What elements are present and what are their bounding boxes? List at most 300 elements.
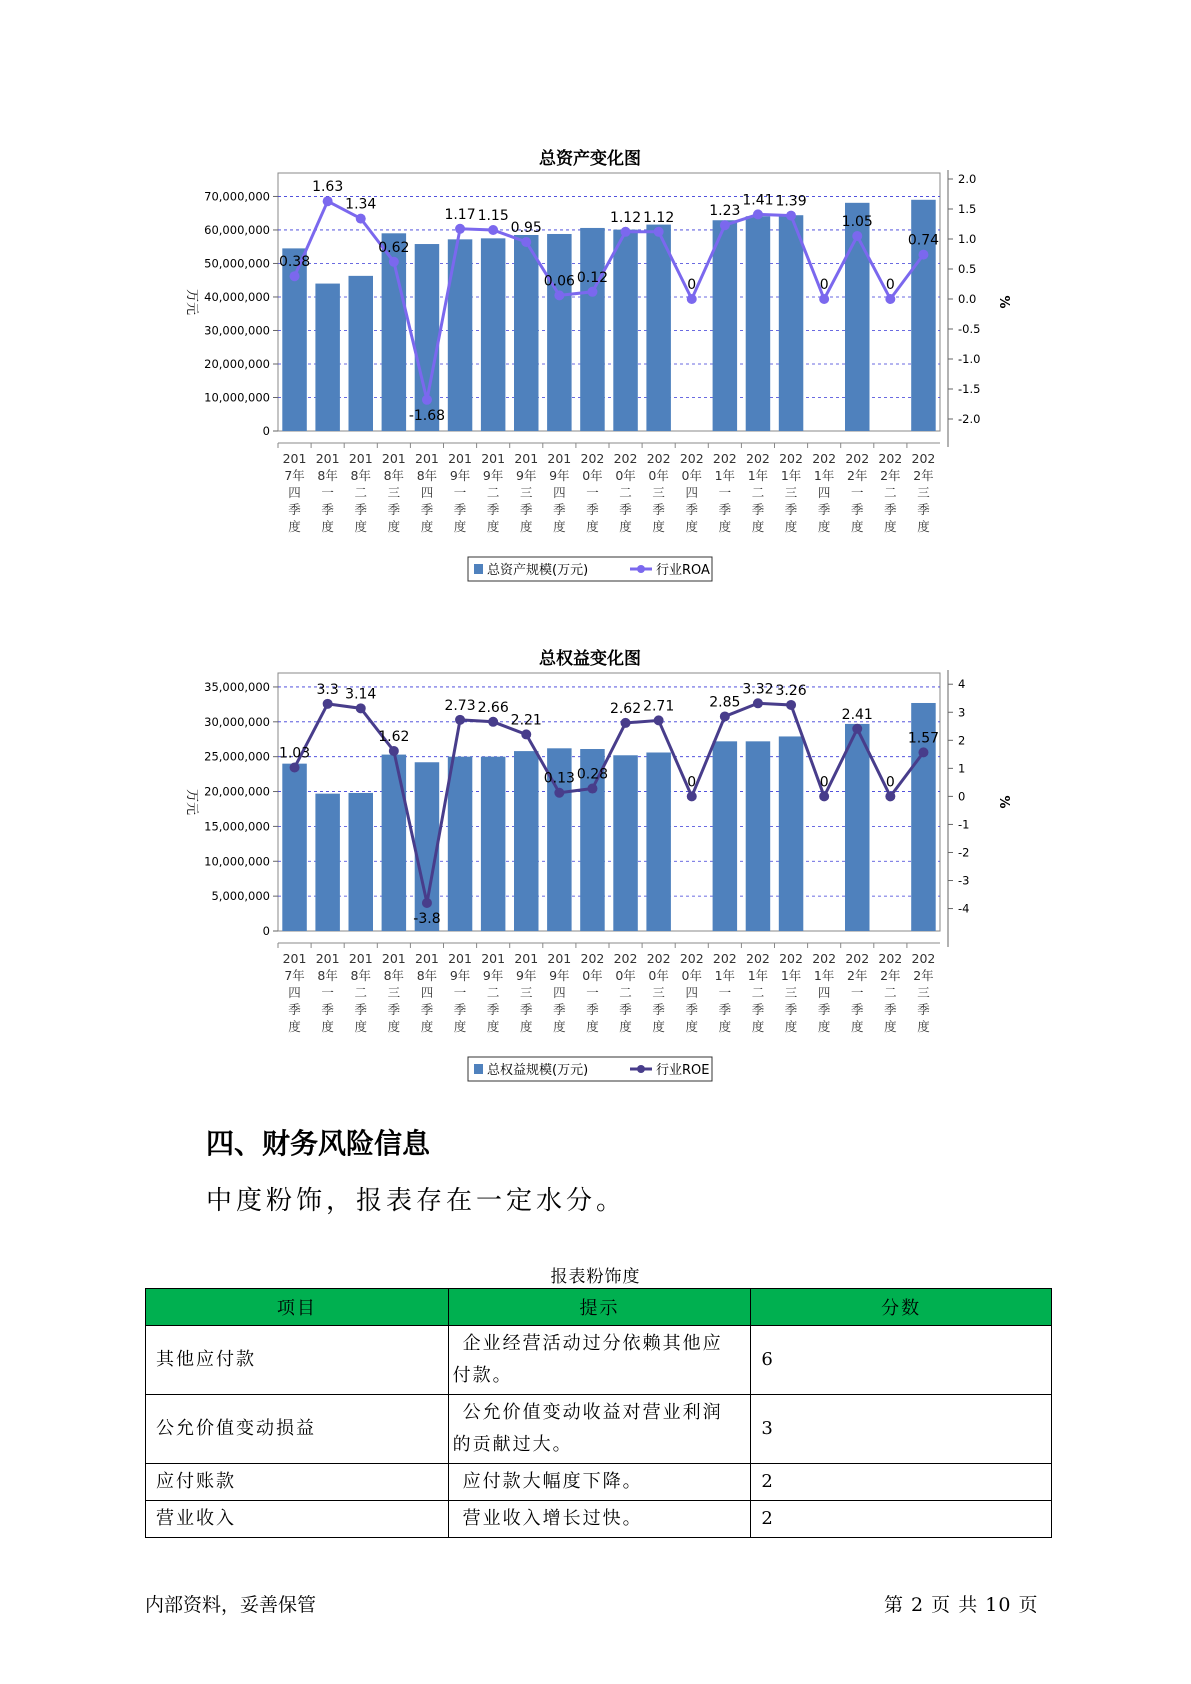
footer-page-number: 第 2 页 共 10 页 <box>884 1594 1039 1616</box>
cell-item: 应付账款 <box>146 1464 449 1501</box>
table-row <box>146 1501 1052 1538</box>
left-axis-label: 万元 <box>184 788 199 816</box>
x-tick-label: 度 <box>321 1019 334 1034</box>
x-tick-label: 度 <box>751 519 765 534</box>
x-tick-label: 三 <box>387 985 401 1000</box>
x-tick-label: 度 <box>387 1019 401 1034</box>
cell-tip: 应付款大幅度下降。 <box>448 1464 751 1501</box>
legend-line-marker <box>637 565 645 573</box>
line-point <box>389 257 399 267</box>
x-tick-label: 度 <box>850 1019 864 1034</box>
legend-bar-swatch <box>474 564 483 574</box>
x-tick-label: 202 <box>746 951 770 966</box>
right-tick-label: 0 <box>958 789 966 804</box>
line-point <box>356 703 366 713</box>
bar <box>713 220 737 431</box>
x-tick-label: 季 <box>321 1002 334 1017</box>
bar <box>779 215 803 431</box>
cell-tip: 企业经营活动过分依赖其他应付款。 <box>448 1326 751 1395</box>
right-tick-label: 3 <box>958 705 966 720</box>
line-point <box>654 227 664 237</box>
line-data-label: 2.62 <box>609 700 642 717</box>
legend-bar-label: 总资产规模(万元) <box>487 563 589 578</box>
legend-line-label: 行业ROE <box>656 1063 710 1078</box>
x-tick-label: 202 <box>613 451 638 466</box>
x-tick-label: 2年 <box>913 968 934 983</box>
equity-chart <box>150 670 1030 1130</box>
legend-bar-label: 总权益规模(万元) <box>487 1063 589 1078</box>
x-tick-label: 201 <box>481 951 506 966</box>
x-tick-label: 202 <box>679 951 704 966</box>
cell-score: 3 <box>751 1395 1052 1464</box>
bar <box>382 755 406 931</box>
x-tick-label: 季 <box>519 502 533 517</box>
left-tick-label: 70,000,000 <box>204 189 270 204</box>
line-point <box>885 791 895 801</box>
x-tick-label: 季 <box>553 1002 566 1017</box>
x-tick-label: 三 <box>917 985 930 1000</box>
right-tick-label: 0.0 <box>958 292 977 306</box>
line-data-label: 0.62 <box>378 239 410 256</box>
x-tick-label: 202 <box>712 451 737 466</box>
bar <box>481 757 505 931</box>
x-tick-label: 201 <box>348 951 373 966</box>
table-row <box>146 1395 1052 1464</box>
x-tick-label: 2年 <box>880 468 901 483</box>
x-tick-label: 一 <box>850 985 864 1000</box>
line-data-label: 2.71 <box>643 698 675 715</box>
line-point <box>422 898 432 908</box>
x-tick-label: 季 <box>519 1002 533 1017</box>
right-tick-label: -2 <box>958 845 970 860</box>
x-tick-label: 8年 <box>317 968 338 983</box>
bar <box>646 225 670 431</box>
x-tick-label: 度 <box>817 1019 831 1034</box>
bar <box>349 793 373 931</box>
bar <box>481 238 505 431</box>
cell-score: 6 <box>751 1326 1052 1395</box>
x-tick-label: 季 <box>652 1002 665 1017</box>
x-tick-label: 9年 <box>549 468 570 483</box>
line-point <box>290 271 300 281</box>
x-tick-label: 三 <box>784 485 798 500</box>
left-tick-label: 10,000,000 <box>204 390 270 405</box>
cell-score: 2 <box>751 1464 1052 1501</box>
x-tick-label: 度 <box>288 1019 301 1034</box>
x-tick-label: 0年 <box>648 968 669 983</box>
bar <box>514 235 538 431</box>
x-tick-label: 季 <box>288 502 301 517</box>
x-tick-label: 0年 <box>648 468 669 483</box>
line-point <box>323 196 333 206</box>
x-tick-label: 二 <box>354 485 368 500</box>
x-tick-label: 季 <box>917 502 930 517</box>
right-tick-label: 0.5 <box>958 262 977 276</box>
x-tick-label: 202 <box>746 451 770 466</box>
line-point <box>687 294 697 304</box>
line-point <box>455 715 465 725</box>
x-tick-label: 0年 <box>615 968 636 983</box>
x-tick-label: 201 <box>348 451 373 466</box>
line-point <box>587 784 597 794</box>
right-axis-label: % <box>996 795 1011 809</box>
x-tick-label: 季 <box>619 502 632 517</box>
line-data-label: 1.05 <box>841 214 873 230</box>
x-tick-label: 度 <box>453 1019 467 1034</box>
x-tick-label: 一 <box>586 985 599 1000</box>
x-tick-label: 度 <box>917 1019 930 1034</box>
x-tick-label: 一 <box>586 485 599 500</box>
line-point <box>587 287 597 297</box>
left-tick-label: 20,000,000 <box>204 356 270 371</box>
x-tick-label: 度 <box>553 1019 566 1034</box>
x-tick-label: 度 <box>652 519 665 534</box>
line-data-label: -3.8 <box>413 910 441 927</box>
bar <box>613 230 637 431</box>
bar <box>315 794 339 931</box>
x-tick-label: 季 <box>751 1002 765 1017</box>
x-tick-label: 一 <box>718 985 732 1000</box>
bar <box>779 736 803 931</box>
x-tick-label: 季 <box>486 1002 500 1017</box>
assets-chart-title: 总资产变化图 <box>539 149 641 169</box>
x-tick-label: 202 <box>646 951 671 966</box>
line-point <box>852 724 862 734</box>
x-tick-label: 季 <box>354 502 368 517</box>
x-tick-label: 二 <box>751 485 765 500</box>
x-tick-label: 1年 <box>714 468 736 483</box>
x-tick-label: 四 <box>817 985 831 1000</box>
x-tick-label: 三 <box>652 985 665 1000</box>
line-data-label: 0 <box>687 774 697 791</box>
line-data-label: 0 <box>819 277 829 293</box>
x-tick-label: 度 <box>619 1019 632 1034</box>
left-tick-label: 5,000,000 <box>211 889 270 904</box>
line-point <box>488 717 498 727</box>
x-tick-label: 2年 <box>880 968 901 983</box>
left-tick-label: 30,000,000 <box>204 714 270 729</box>
line-point <box>918 250 928 260</box>
x-tick-label: 202 <box>878 951 903 966</box>
x-tick-label: 201 <box>547 951 572 966</box>
x-tick-label: 1年 <box>813 468 835 483</box>
line-data-label: 0.28 <box>576 766 609 783</box>
x-tick-label: 201 <box>381 951 406 966</box>
x-tick-label: 度 <box>354 519 368 534</box>
line-data-label: 1.41 <box>742 192 774 209</box>
line-point <box>819 294 829 304</box>
x-tick-label: 季 <box>387 502 401 517</box>
x-tick-label: 季 <box>850 1002 864 1017</box>
x-tick-label: 0年 <box>681 468 702 483</box>
x-tick-label: 度 <box>553 519 566 534</box>
x-tick-label: 202 <box>878 451 903 466</box>
x-tick-label: 202 <box>779 951 803 966</box>
x-tick-label: 季 <box>652 502 665 517</box>
x-tick-label: 季 <box>685 1002 699 1017</box>
x-tick-label: 201 <box>547 451 572 466</box>
x-tick-label: 季 <box>420 502 434 517</box>
x-tick-label: 0年 <box>681 968 702 983</box>
line-data-label: 2.73 <box>444 697 476 714</box>
x-tick-label: 三 <box>784 985 798 1000</box>
right-tick-label: -1.0 <box>958 352 981 366</box>
x-tick-label: 8年 <box>350 968 371 983</box>
x-tick-label: 度 <box>685 519 699 534</box>
line-point <box>554 788 564 798</box>
x-tick-label: 度 <box>784 1019 798 1034</box>
x-tick-label: 季 <box>321 502 334 517</box>
x-tick-label: 度 <box>519 1019 533 1034</box>
line-point <box>621 227 631 237</box>
x-tick-label: 度 <box>387 519 401 534</box>
line-data-label: 1.03 <box>278 745 311 762</box>
x-tick-label: 四 <box>553 485 566 500</box>
x-tick-label: 季 <box>718 1002 732 1017</box>
line-point <box>852 231 862 241</box>
line-point <box>786 211 796 221</box>
line-data-label: 1.39 <box>775 193 807 210</box>
bar <box>713 741 737 931</box>
bar <box>746 741 770 931</box>
left-tick-label: 15,000,000 <box>204 819 270 834</box>
x-tick-label: 一 <box>718 485 732 500</box>
line-data-label: 0.95 <box>510 220 542 236</box>
x-tick-label: 度 <box>850 519 864 534</box>
x-tick-label: 度 <box>784 519 798 534</box>
x-tick-label: 9年 <box>449 468 471 483</box>
bar <box>514 751 538 931</box>
x-tick-label: 202 <box>712 951 737 966</box>
bar <box>646 752 670 931</box>
x-tick-label: 度 <box>619 519 632 534</box>
x-tick-label: 四 <box>288 485 301 500</box>
x-tick-label: 季 <box>586 1002 599 1017</box>
x-tick-label: 201 <box>415 951 439 966</box>
x-tick-label: 9年 <box>549 968 570 983</box>
x-tick-label: 2年 <box>847 968 868 983</box>
line-point <box>918 747 928 757</box>
x-tick-label: 度 <box>586 1019 599 1034</box>
x-tick-label: 度 <box>751 1019 765 1034</box>
x-tick-label: 8年 <box>383 968 405 983</box>
table-row <box>146 1464 1052 1501</box>
x-tick-label: 三 <box>652 485 665 500</box>
bar <box>315 284 339 431</box>
line-point <box>720 711 730 721</box>
line-data-label: 2.85 <box>709 694 741 711</box>
x-tick-label: 二 <box>884 485 897 500</box>
x-tick-label: 度 <box>420 519 434 534</box>
x-tick-label: 202 <box>646 451 671 466</box>
x-tick-label: 季 <box>784 1002 798 1017</box>
line-point <box>687 791 697 801</box>
x-tick-label: 7年 <box>284 968 305 983</box>
x-tick-label: 9年 <box>516 968 537 983</box>
x-tick-label: 202 <box>911 951 936 966</box>
line-data-label: 1.62 <box>378 728 410 745</box>
line-data-label: 1.34 <box>345 196 377 213</box>
x-tick-label: 8年 <box>350 468 371 483</box>
x-tick-label: 四 <box>685 485 699 500</box>
line-point <box>621 718 631 728</box>
left-tick-label: 50,000,000 <box>204 256 270 271</box>
x-tick-label: 201 <box>381 451 406 466</box>
line-point <box>356 214 366 224</box>
x-tick-label: 季 <box>685 502 699 517</box>
line-data-label: 2.41 <box>841 706 873 723</box>
cell-score: 2 <box>751 1501 1052 1538</box>
right-axis-label: % <box>996 295 1011 309</box>
x-tick-label: 二 <box>619 485 632 500</box>
x-tick-label: 季 <box>354 1002 368 1017</box>
x-tick-label: 2年 <box>847 468 868 483</box>
line-point <box>290 763 300 773</box>
bar <box>282 764 306 931</box>
line-point <box>885 294 895 304</box>
x-tick-label: 201 <box>514 451 539 466</box>
x-tick-label: 三 <box>387 485 401 500</box>
x-tick-label: 9年 <box>482 468 504 483</box>
cell-tip: 公允价值变动收益对营业利润的贡献过大。 <box>448 1395 751 1464</box>
line-data-label: 0.74 <box>907 232 940 249</box>
x-tick-label: 201 <box>514 951 539 966</box>
x-tick-label: 度 <box>685 1019 699 1034</box>
line-point <box>521 729 531 739</box>
bar <box>613 755 637 931</box>
right-tick-label: 2 <box>958 733 966 748</box>
left-tick-label: 0 <box>262 924 270 938</box>
legend-bar-swatch <box>474 1064 483 1074</box>
x-tick-label: 0年 <box>582 468 603 483</box>
x-tick-label: 202 <box>580 451 605 466</box>
x-tick-label: 8年 <box>317 468 338 483</box>
x-tick-label: 8年 <box>416 468 438 483</box>
x-tick-label: 202 <box>845 451 870 466</box>
line-point <box>455 224 465 234</box>
x-tick-label: 三 <box>917 485 930 500</box>
line-data-label: 2.66 <box>477 699 509 716</box>
x-tick-label: 1年 <box>813 968 835 983</box>
x-tick-label: 四 <box>420 485 434 500</box>
x-tick-label: 202 <box>779 451 803 466</box>
table-header-row <box>146 1289 1052 1326</box>
line-point <box>521 237 531 247</box>
left-tick-label: 40,000,000 <box>204 289 270 304</box>
x-tick-label: 四 <box>817 485 831 500</box>
x-tick-label: 二 <box>354 985 368 1000</box>
x-tick-label: 季 <box>817 1002 831 1017</box>
x-tick-label: 度 <box>486 1019 500 1034</box>
x-tick-label: 201 <box>415 451 439 466</box>
x-tick-label: 季 <box>586 502 599 517</box>
right-tick-label: 2.0 <box>958 172 977 186</box>
line-data-label: 1.12 <box>643 209 675 226</box>
line-data-label: 1.23 <box>709 203 741 220</box>
x-tick-label: 季 <box>453 1002 467 1017</box>
section-title: 四、财务风险信息 <box>206 1127 431 1160</box>
x-tick-label: 四 <box>685 985 699 1000</box>
line-data-label: 3.32 <box>742 681 774 698</box>
x-tick-label: 201 <box>315 451 340 466</box>
risk-table <box>145 1288 1052 1538</box>
table-row <box>146 1326 1052 1395</box>
table-caption: 报表粉饰度 <box>550 1267 641 1287</box>
left-tick-label: 20,000,000 <box>204 784 270 799</box>
x-tick-label: 季 <box>884 502 897 517</box>
x-tick-label: 度 <box>917 519 930 534</box>
line-point <box>819 791 829 801</box>
legend-line-marker <box>637 1065 645 1073</box>
x-tick-label: 度 <box>652 1019 665 1034</box>
line-point <box>720 220 730 230</box>
x-tick-label: 0年 <box>615 468 636 483</box>
x-tick-label: 二 <box>486 485 500 500</box>
x-tick-label: 一 <box>453 485 467 500</box>
line-point <box>654 715 664 725</box>
line-data-label: 0.12 <box>576 269 609 286</box>
x-tick-label: 202 <box>812 451 837 466</box>
x-tick-label: 季 <box>387 1002 401 1017</box>
x-tick-label: 四 <box>420 985 434 1000</box>
x-tick-label: 202 <box>613 951 638 966</box>
x-tick-label: 季 <box>619 1002 632 1017</box>
line-data-label: 2.21 <box>510 712 542 729</box>
x-tick-label: 8年 <box>416 968 438 983</box>
x-tick-label: 一 <box>321 485 334 500</box>
equity-chart-title: 总权益变化图 <box>539 649 641 669</box>
header-tip: 提示 <box>448 1289 751 1326</box>
assets-chart <box>150 170 1030 630</box>
x-tick-label: 7年 <box>284 468 305 483</box>
x-tick-label: 度 <box>354 1019 368 1034</box>
line-data-label: 3.3 <box>316 681 339 698</box>
x-tick-label: 季 <box>453 502 467 517</box>
x-tick-label: 一 <box>850 485 864 500</box>
right-tick-label: 1 <box>958 761 966 776</box>
x-tick-label: 2年 <box>913 468 934 483</box>
line-data-label: 1.15 <box>477 208 509 224</box>
x-tick-label: 季 <box>553 502 566 517</box>
x-tick-label: 度 <box>453 519 467 534</box>
left-tick-label: 10,000,000 <box>204 854 270 869</box>
line-data-label: 0 <box>819 774 829 791</box>
x-tick-label: 9年 <box>516 468 537 483</box>
bar <box>580 228 604 431</box>
x-tick-label: 201 <box>315 951 340 966</box>
line-point <box>786 700 796 710</box>
x-tick-label: 一 <box>453 985 467 1000</box>
x-tick-label: 201 <box>481 451 506 466</box>
line-data-label: 0 <box>885 277 895 293</box>
line-point <box>323 699 333 709</box>
right-tick-label: 1.0 <box>958 232 977 246</box>
x-tick-label: 201 <box>448 451 472 466</box>
line-data-label: 0.38 <box>278 254 311 271</box>
right-tick-label: 1.5 <box>958 202 977 216</box>
x-tick-label: 度 <box>718 519 732 534</box>
left-tick-label: 30,000,000 <box>204 323 270 338</box>
right-tick-label: -2.0 <box>958 412 981 426</box>
line-point <box>554 290 564 300</box>
x-tick-label: 度 <box>486 519 500 534</box>
cell-tip: 营业收入增长过快。 <box>448 1501 751 1538</box>
x-tick-label: 一 <box>321 985 334 1000</box>
x-tick-label: 二 <box>486 985 500 1000</box>
cell-item: 公允价值变动损益 <box>146 1395 449 1464</box>
left-tick-label: 35,000,000 <box>204 679 270 694</box>
x-tick-label: 201 <box>282 451 307 466</box>
